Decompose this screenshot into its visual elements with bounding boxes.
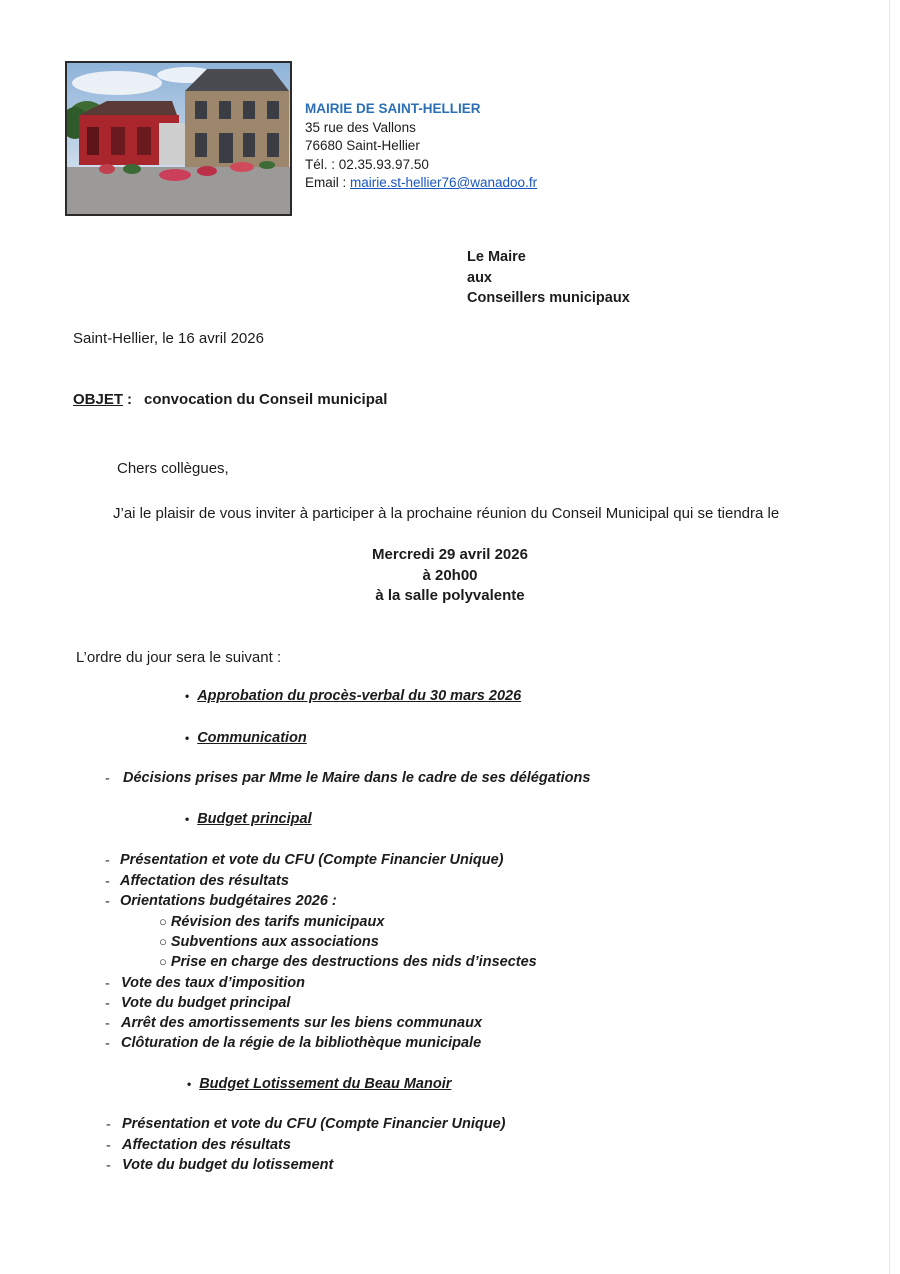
dash-marker: - xyxy=(105,771,110,787)
dash-marker: - xyxy=(106,1117,111,1133)
recipient-line-2: aux xyxy=(467,269,492,286)
section-title: Communication xyxy=(197,730,307,746)
bullet-icon: • xyxy=(187,1077,192,1091)
agenda-section-communication xyxy=(185,730,307,746)
agenda-section-lotissement xyxy=(187,1076,451,1092)
dash-marker: - xyxy=(105,853,110,869)
mairie-phone: Tél. : 02.35.93.97.50 xyxy=(305,156,429,172)
dash-marker: - xyxy=(105,976,110,992)
mairie-city: 76680 Saint-Hellier xyxy=(305,138,420,153)
agenda-item: Vote des taux d’imposition xyxy=(121,975,305,991)
agenda-item: Clôturation de la régie de la bibliothèque municipale xyxy=(121,1035,482,1051)
dash-marker: - xyxy=(105,996,110,1012)
agenda-section-budget-principal xyxy=(185,811,312,827)
mairie-name: MAIRIE DE SAINT-HELLIER xyxy=(305,101,481,116)
agenda-item: Décisions prises par Mme le Maire dans le cadre de ses délégations xyxy=(123,770,591,786)
dash-marker: - xyxy=(105,894,110,910)
agenda-item: Orientations budgétaires 2026 : xyxy=(120,893,337,909)
bullet-icon: • xyxy=(185,812,190,826)
mairie-address: 35 rue des Vallons xyxy=(305,119,416,135)
meeting-time: à 20h00 xyxy=(422,566,478,584)
agenda-sub-item xyxy=(159,914,384,930)
dash-marker: - xyxy=(105,874,110,890)
meeting-date: Mercredi 29 avril 2026 xyxy=(372,546,528,563)
recipient-line-1: Le Maire xyxy=(467,249,526,265)
subject-text: convocation du Conseil municipal xyxy=(144,391,388,408)
agenda-sub-item xyxy=(159,934,379,950)
dash-marker: - xyxy=(106,1158,111,1174)
section-title: Budget Lotissement du Beau Manoir xyxy=(199,1076,452,1092)
subject-separator: : xyxy=(127,391,133,408)
sub-item-text: Subventions aux associations xyxy=(170,934,379,950)
salutation: Chers collègues, xyxy=(117,460,229,477)
agenda-item: Présentation et vote du CFU (Compte Financier Unique) xyxy=(120,852,504,868)
dash-marker: - xyxy=(106,1138,111,1154)
circle-bullet-icon: ○ xyxy=(159,934,167,949)
agenda-section-approval xyxy=(185,688,521,704)
letter-date: Saint-Hellier, le 16 avril 2026 xyxy=(73,330,264,347)
subject-label: OBJET xyxy=(73,391,124,408)
bullet-icon: • xyxy=(185,731,190,745)
email-link[interactable]: mairie.st-hellier76@wanadoo.fr xyxy=(350,175,538,190)
circle-bullet-icon: ○ xyxy=(159,954,167,969)
agenda-item: Présentation et vote du CFU (Compte Financier Unique) xyxy=(122,1116,506,1132)
recipient-line-3: Conseillers municipaux xyxy=(467,290,630,306)
email-label: Email : xyxy=(305,175,347,190)
agenda-item: Arrêt des amortissements sur les biens communaux xyxy=(121,1015,483,1031)
agenda-intro: L’ordre du jour sera le suivant : xyxy=(76,649,282,666)
sub-item-text: Révision des tarifs municipaux xyxy=(170,914,385,930)
invitation-text: J’ai le plaisir de vous inviter à participer à la prochaine réunion du Conseil Municipal qui se tiendra le xyxy=(113,505,780,522)
meeting-place: à la salle polyvalente xyxy=(375,587,525,604)
section-title: Budget principal xyxy=(197,811,312,827)
section-title: Approbation du procès-verbal du 30 mars 2026 xyxy=(197,688,522,704)
agenda-item: Vote du budget principal xyxy=(121,995,291,1011)
sub-item-text: Prise en charge des destructions des nids d’insectes xyxy=(170,954,537,970)
agenda-item: Affectation des résultats xyxy=(120,873,289,889)
circle-bullet-icon: ○ xyxy=(159,914,167,929)
agenda-sub-item xyxy=(159,954,537,970)
dash-marker: - xyxy=(105,1036,110,1052)
agenda-item: Vote du budget du lotissement xyxy=(122,1157,334,1173)
dash-marker: - xyxy=(105,1016,110,1032)
bullet-icon: • xyxy=(185,689,190,703)
agenda-item: Affectation des résultats xyxy=(122,1137,291,1153)
